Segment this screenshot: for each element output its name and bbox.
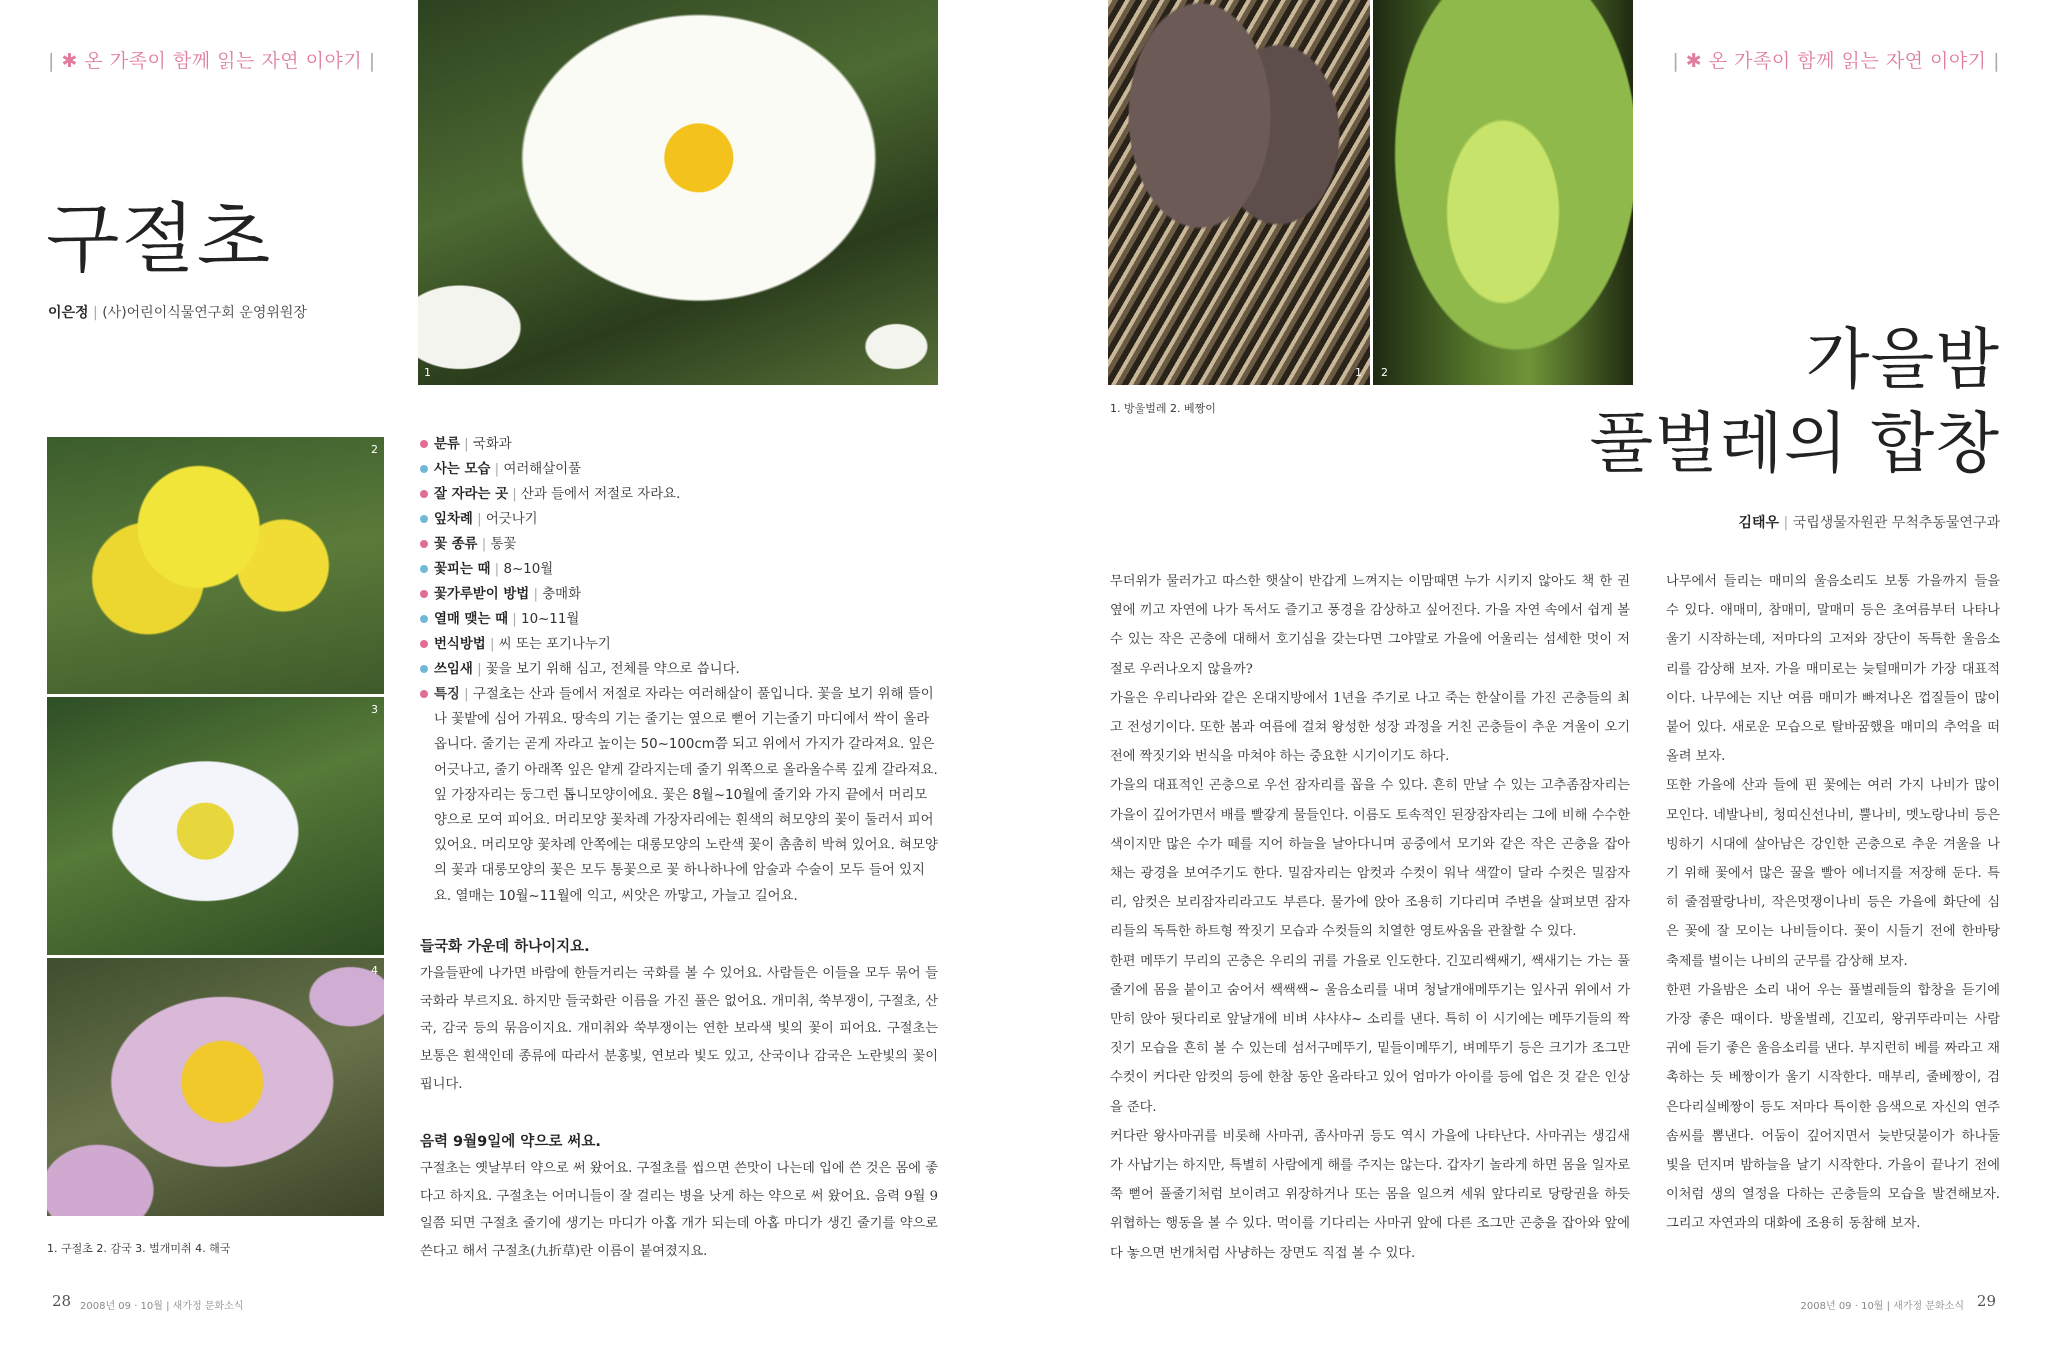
title-line: 풀벌레의 합창	[1589, 405, 2000, 482]
fact-item: 번식방법 | 씨 또는 포기나누기	[420, 632, 940, 657]
photo-number: 1	[1355, 366, 1362, 379]
fact-item: 꽃 종류 | 통꽃	[420, 532, 940, 557]
page-number-right: 29	[1976, 1292, 1996, 1310]
section-heading: 들국화 가운데 하나이지요.	[420, 939, 590, 955]
author-left: 이은정 | (사)어린이식물연구회 운영위원장	[48, 305, 307, 321]
fact-item: 열매 맺는 때 | 10~11월	[420, 607, 940, 632]
paragraph: 커다란 왕사마귀를 비롯해 사마귀, 좀사마귀 등도 역시 가을에 나타난다. 사마귀는 생김새가 사납기는 하지만, 특별히 사람에게 해를 주지는 않는다. 갑자기 놀라게 하면 몸을 일자로 쭉 뻗어 풀줄기처럼 보이려고 위장하거나 또는 몸을 일으켜 세워 앞다리로 당랑권을 하듯 위협하는 행동을 볼 수 있다. 먹이를 기다리는 사마귀 앞에 다른 조그만 곤충을 잡아와 앞에다 놓으면 번개처럼 사냥하는 장면도 직접 볼 수 있다.	[1110, 1128, 1630, 1261]
article-title-right	[1589, 318, 2000, 486]
photo-haeguk	[47, 958, 384, 1216]
fact-item: 사는 모습 | 여러해살이풀	[420, 457, 940, 482]
photo-gamguk	[47, 437, 384, 694]
fact-item: 잎차례 | 어긋나기	[420, 507, 940, 532]
fact-item: 꽃피는 때 | 8~10월	[420, 557, 940, 582]
photo-beolgaemichwi	[47, 697, 384, 955]
blue-bullet-icon	[420, 515, 428, 523]
author-right: 김태우 | 국립생물자원관 무척추동물연구과	[1738, 515, 2000, 531]
paragraph: 한편 메뚜기 무리의 곤충은 우리의 귀를 가을로 인도한다. 긴꼬리쌕쌔기, 쌕새기는 가는 풀줄기에 몸을 붙이고 숨어서 쌕쌕쌕~ 울음소리를 내며 청날개애메뚜기는 잎사귀 위에서 가만히 앉아 뒷다리로 앞날개에 비벼 샤샤샤~ 소리를 낸다. 특히 이 시기에는 메뚜기들의 짝짓기 모습을 흔히 볼 수 있는데 섬서구메뚜기, 밑들이메뚜기, 벼메뚜기 등은 크기가 조그만 수컷이 커다란 암컷의 등에 한참 동안 올라타고 있어 엄마가 아이를 등에 업은 것 같은 인상을 준다.	[1110, 953, 1630, 1115]
title-line: 가을밤	[1805, 321, 2000, 398]
section-body: 가을들판에 나가면 바람에 한들거리는 국화를 볼 수 있어요. 사람들은 이들을 모두 묶어 들국화라 부르지요. 하지만 들국화란 이름을 가진 풀은 없어요. 개미취, 쑥부쟁이, 구절초, 산국, 감국 등의 묶음이지요. 개미취와 쑥부쟁이는 연한 보라색 빛의 꽃이 피어요. 구절초는 보통은 흰색인데 종류에 따라서 분홍빛, 연보라 빛도 있고, 산국이나 감국은 노란빛의 꽃이 핍니다.	[420, 966, 938, 1092]
photo-caption-left: 1. 구절초 2. 감국 3. 벌개미취 4. 해국	[47, 1242, 231, 1255]
paragraph: 또한 가을에 산과 들에 핀 꽃에는 여러 가지 나비가 많이 모인다. 네발나비, 청띠신선나비, 뿔나비, 멧노랑나비 등은 빙하기 시대에 살아남은 강인한 곤충으로 추운 겨울을 나기 위해 꽃에서 많은 꿀을 빨아 에너지를 저장해 둔다. 특히 줄점팔랑나비, 작은멋쟁이나비 등은 가을에 화단에 심은 꽃에 잘 모이는 나비들이다. 꽃이 시들기 전에 한바탕 축제를 벌이는 나비의 군무를 감상해 보자.	[1666, 778, 2000, 969]
photo-number: 3	[371, 703, 378, 716]
pink-bullet-icon	[420, 440, 428, 448]
photo-gujeolcho	[418, 0, 938, 385]
paragraph: 가을의 대표적인 곤충으로 우선 잠자리를 꼽을 수 있다. 흔히 만날 수 있는 고추좀잠자리는 가을이 깊어가면서 배를 빨갛게 물들인다. 이름도 토속적인 된장잠자리는 그에 비해 수수한 색이지만 많은 수가 떼를 지어 하늘을 날아다니며 공중에서 모기와 같은 작은 곤충을 잡아채는 광경을 보여주기도 한다. 밀잠자리는 암컷과 수컷이 워낙 색깔이 달라 수컷은 밀잠자리, 암컷은 보리잠자리라고도 부른다. 물가에 앉아 조용히 기다리며 주변을 살펴보면 잠자리들의 독특한 하트형 짝짓기 모습과 수컷들의 치열한 영토싸움을 관찰할 수 있다.	[1110, 778, 1630, 940]
pink-bullet-icon	[420, 490, 428, 498]
section-body: 구절초는 옛날부터 약으로 써 왔어요. 구절초를 씹으면 쓴맛이 나는데 입에 쓴 것은 몸에 좋다고 하지요. 구절초는 어머니들이 잘 걸리는 병을 낫게 하는 약으로 써 왔어요. 음력 9월 9일쯤 되면 구절초 줄기에 생기는 마디가 아홉 개가 되는데 아홉 마디가 생긴 줄기를 약으로 쓴다고 해서 구절초(九折草)란 이름이 붙여졌지요.	[420, 1161, 938, 1260]
body-column-2	[1666, 567, 2000, 1239]
blue-bullet-icon	[420, 665, 428, 673]
blue-bullet-icon	[420, 565, 428, 573]
photo-number: 4	[371, 964, 378, 977]
fact-item: 분류 | 국화과	[420, 432, 940, 457]
body-column-1	[1110, 567, 1630, 1268]
page-number-left: 28	[52, 1292, 72, 1310]
pink-bullet-icon	[420, 640, 428, 648]
series-label-right: | ✱ 온 가족이 함께 읽는 자연 이야기 |	[1672, 50, 2000, 72]
article-title-left: 구절초	[46, 194, 273, 283]
fact-item: 잘 자라는 곳 | 산과 들에서 저절로 자라요.	[420, 482, 940, 507]
photo-number: 1	[424, 366, 431, 379]
paragraph: 한편 가을밤은 소리 내어 우는 풀벌레들의 합창을 듣기에 가장 좋은 때이다. 방울벌레, 긴꼬리, 왕귀뚜라미는 사람 귀에 듣기 좋은 울음소리를 낸다. 부지런히 베를 짜라고 재촉하는 듯 베짱이가 울기 시작한다. 매부리, 줄베짱이, 검은다리실베짱이 등도 저마다 특이한 음색으로 자신의 연주 솜씨를 뽐낸다. 어둠이 깊어지면서 늦반딧불이가 하나둘 빛을 던지며 밤하늘을 날기 시작한다. 가을이 끝나기 전에 이처럼 생의 열정을 다하는 곤충들의 모습을 발견해보자. 그리고 자연과의 대화에 조용히 동참해 보자.	[1666, 982, 2000, 1232]
issue-info-right: 2008년 09 · 10월 | 새가정 문화소식	[1800, 1301, 1964, 1312]
photo-bangulbeolle	[1108, 0, 1370, 385]
paragraph: 가을은 우리나라와 같은 온대지방에서 1년을 주기로 나고 죽는 한살이를 가진 곤충들의 최고 전성기이다. 또한 봄과 여름에 걸쳐 왕성한 성장 과정을 거친 곤충들이 추운 겨울이 오기 전에 짝짓기와 번식을 마쳐야 하는 중요한 시기이기도 하다.	[1110, 690, 1630, 765]
paragraph: 나무에서 들리는 매미의 울음소리도 보통 가을까지 들을 수 있다. 애매미, 참매미, 말매미 등은 초여름부터 나타나 울기 시작하는데, 저마다의 고저와 장단이 독특한 울음소리를 감상해 보자. 가을 매미로는 늦털매미가 가장 대표적이다. 나무에는 지난 여름 매미가 빠져나온 껍질들이 많이 붙어 있다. 새로운 모습으로 탈바꿈했을 매미의 추억을 떠올려 보자.	[1666, 574, 2000, 765]
photo-number: 2	[371, 443, 378, 456]
photo-number: 2	[1381, 366, 1388, 379]
author-affiliation: 국립생물자원관 무척추동물연구과	[1792, 515, 2000, 531]
paragraph: 무더위가 물러가고 따스한 햇살이 반갑게 느껴지는 이맘때면 누가 시키지 않아도 책 한 권 옆에 끼고 자연에 나가 독서도 즐기고 풍경을 감상하고 싶어진다. 가을 자연 속에서 쉽게 볼 수 있는 작은 곤충에 대해서 호기심을 갖는다면 그야말로 가을에 어울리는 섬세한 멋이 저절로 우러나오지 않을까?	[1110, 574, 1630, 677]
fact-list	[420, 432, 940, 909]
author-name: 이은정	[48, 305, 89, 321]
photo-caption-right: 1. 방울벌레 2. 베짱이	[1110, 402, 1216, 415]
blue-bullet-icon	[420, 465, 428, 473]
author-affiliation: (사)어린이식물연구회 운영위원장	[102, 305, 307, 321]
blue-bullet-icon	[420, 615, 428, 623]
issue-info-left: 2008년 09 · 10월 | 새가정 문화소식	[80, 1301, 244, 1312]
series-label-left: | ✱ 온 가족이 함께 읽는 자연 이야기 |	[48, 50, 376, 72]
section-heading: 음력 9월9일에 약으로 써요.	[420, 1134, 601, 1150]
fact-feature: 특징 | 구절초는 산과 들에서 저절로 자라는 여러해살이 풀입니다. 꽃을 보기 위해 뜰이나 꽃밭에 심어 가꿔요. 땅속의 기는 줄기는 옆으로 뻗어 기는줄기 마디에서 싹이 올라옵니다. 줄기는 곧게 자라고 높이는 50~100cm쯤 되고 위에서 가지가 갈라져요. 잎은 어긋나고, 줄기 아래쪽 잎은 얕게 갈라지는데 줄기 위쪽으로 올라올수록 깊게 갈라져요. 잎 가장자리는 둥그런 톱니모양이에요. 꽃은 8월~10월에 줄기와 가지 끝에서 머리모양으로 모여 피어요. 머리모양 꽃차례 가장자리에는 흰색의 혀모양의 꽃이 둘러서 피어 있어요. 머리모양 꽃차례 안쪽에는 대롱모양의 노란색 꽃이 촘촘히 박혀 있어요. 혀모양의 꽃과 대롱모양의 꽃은 모두 통꽃으로 꽃 하나하나에 암술과 수술이 모두 들어 있지요. 열매는 10월~11월에 익고, 씨앗은 까맣고, 가늘고 길어요.	[420, 682, 940, 909]
fact-item: 쓰임새 | 꽃을 보기 위해 심고, 전체를 약으로 씁니다.	[420, 657, 940, 682]
pink-bullet-icon	[420, 690, 428, 698]
author-name: 김태우	[1738, 515, 1780, 531]
pink-bullet-icon	[420, 540, 428, 548]
pink-bullet-icon	[420, 590, 428, 598]
fact-item: 꽃가루받이 방법 | 충매화	[420, 582, 940, 607]
